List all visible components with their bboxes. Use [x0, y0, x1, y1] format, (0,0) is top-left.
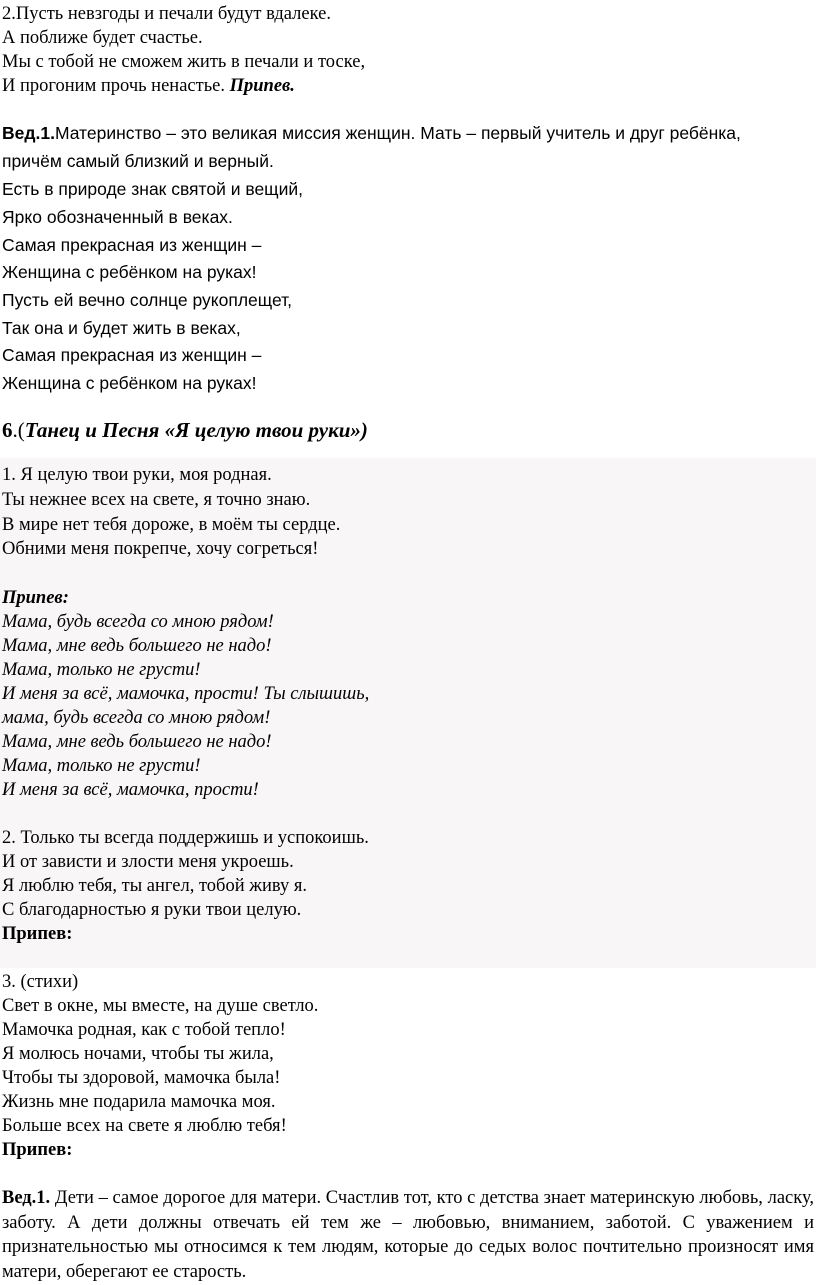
- chorus-line-5: мама, будь всегда со мною рядом!: [2, 708, 271, 728]
- ved1-line-5: Женщина с ребёнком на руках!: [2, 262, 257, 282]
- section-title: Танец и Песня «Я целую твои руки»): [24, 418, 368, 442]
- song-verse3-line-7: Больше всех на свете я люблю тебя!: [2, 1116, 287, 1136]
- ved1-closing-paragraph: [2, 1186, 814, 1284]
- chorus-line-3: Мама, только не грусти!: [2, 660, 201, 680]
- chorus-tag-3: Припев:: [2, 1140, 73, 1160]
- ved1-line-2: Есть в природе знак святой и вещий,: [2, 179, 303, 199]
- verse2-line-4: [2, 74, 295, 98]
- chorus-line-7: Мама, только не грусти!: [2, 756, 201, 776]
- verse2-line-1: 2.Пусть невзгоды и печали будут вдалеке.: [2, 4, 331, 24]
- section-title-open: .(: [12, 418, 25, 442]
- song-verse3-line-1: 3. (стихи): [2, 972, 79, 992]
- song-verse3-line-2: Свет в окне, мы вместе, на душе светло.: [2, 996, 319, 1016]
- chorus-tag-2: Припев:: [2, 924, 73, 944]
- song-verse1-line-2: Ты нежнее всех на свете, я точно знаю.: [2, 490, 311, 510]
- song-verse2-line-3: Я люблю тебя, ты ангел, тобой живу я.: [2, 876, 308, 896]
- song-verse2-line-1: 2. Только ты всегда поддержишь и успокоишь.: [2, 828, 369, 848]
- section-number: 6: [2, 418, 13, 442]
- song-verse3-line-3: Мамочка родная, как с тобой тепло!: [2, 1020, 286, 1040]
- ved1-line-6: Пусть ей вечно солнце рукоплещет,: [2, 290, 293, 310]
- song-verse3-line-6: Жизнь мне подарила мамочка моя.: [2, 1092, 276, 1112]
- ved1-intro-line: [2, 121, 741, 145]
- ved1-line-3: Ярко обозначенный в веках.: [2, 207, 233, 227]
- chorus-line-8: И меня за всё, мамочка, прости!: [2, 780, 259, 800]
- speaker-label: Вед.1.: [2, 123, 55, 143]
- song-verse1-line-1: 1. Я целую твои руки, моя родная.: [2, 465, 272, 485]
- song-verse1-line-3: В мире нет тебя дороже, в моём ты сердце.: [2, 515, 341, 535]
- speaker-label-2: Вед.1.: [2, 1188, 51, 1208]
- ved1-line-4: Самая прекрасная из женщин –: [2, 235, 262, 255]
- song-verse2-line-4: С благодарностью я руки твои целую.: [2, 900, 302, 920]
- ved1-line-8: Самая прекрасная из женщин –: [2, 345, 262, 365]
- song-verse1-line-4: Обними меня покрепче, хочу согреться!: [2, 539, 319, 559]
- verse2-line-4-text: И прогоним прочь ненастье.: [2, 76, 230, 96]
- chorus-line-6: Мама, мне ведь большего не надо!: [2, 732, 272, 752]
- ved1-closing-text: Дети – самое дорогое для матери. Счастлив тот, кто с детства знает материнскую любовь, ласку, заботу. А дети должны отвечать ей тем же – любовью, вниманием, заботой. С уважением и признательностью мы относимся к тем людям, которые до седых волос почтительно произносят имя матери, оберегают ее старость.: [2, 1188, 814, 1282]
- chorus-line-4: И меня за всё, мамочка, прости! Ты слышишь,: [2, 684, 370, 704]
- ved1-line-9: Женщина с ребёнком на руках!: [2, 373, 257, 393]
- chorus-label: Припев:: [2, 588, 69, 608]
- ved1-intro-text: Материнство – это великая миссия женщин. Мать – первый учитель и друг ребёнка,: [54, 123, 741, 143]
- song-verse2-line-2: И от зависти и злости меня укроешь.: [2, 852, 294, 872]
- chorus-tag: Припев.: [229, 76, 295, 96]
- section-heading: [2, 418, 368, 442]
- song-verse3-line-4: Я молюсь ночами, чтобы ты жила,: [2, 1044, 274, 1064]
- chorus-line-1: Мама, будь всегда со мною рядом!: [2, 612, 274, 632]
- verse2-line-3: Мы с тобой не сможем жить в печали и тоске,: [2, 52, 366, 72]
- ved1-line-7: Так она и будет жить в веках,: [2, 318, 241, 338]
- verse2-line-2: А поближе будет счастье.: [2, 28, 203, 48]
- song-verse3-line-5: Чтобы ты здоровой, мамочка была!: [2, 1068, 281, 1088]
- chorus-line-2: Мама, мне ведь большего не надо!: [2, 636, 272, 656]
- ved1-line-1: причём самый близкий и верный.: [2, 151, 274, 171]
